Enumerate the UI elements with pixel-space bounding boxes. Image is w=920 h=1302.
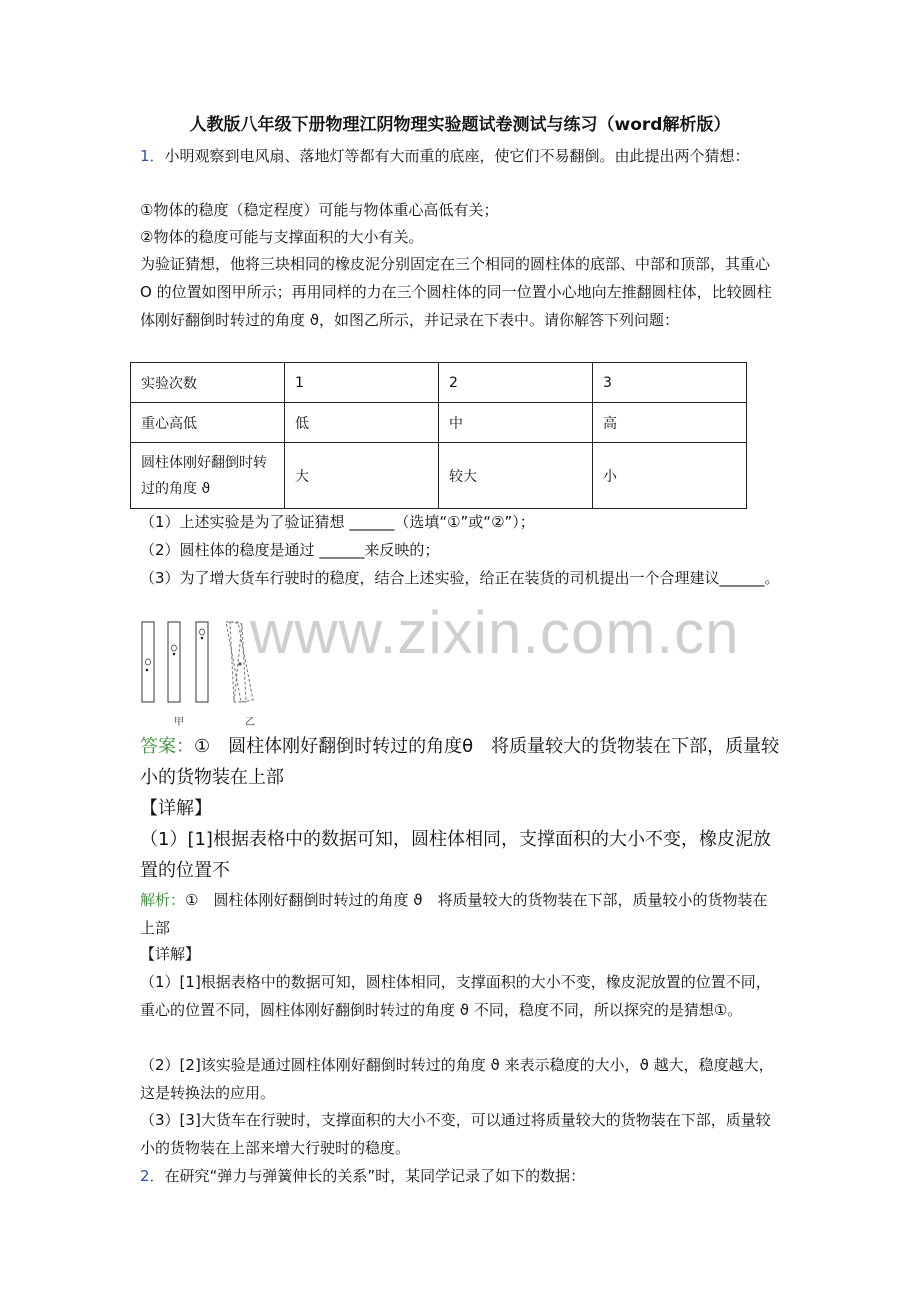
table-cell: 大 <box>285 443 439 509</box>
table-cell: 1 <box>285 363 439 403</box>
question-number: 1． <box>140 147 165 165</box>
table-cell: 重心高低 <box>131 403 285 443</box>
detail-1: （1）[1]根据表格中的数据可知，圆柱体相同，支撑面积的大小不变，橡皮泥放置的位置不同，重心的位置不同，圆柱体刚好翻倒时转过的角度 ϑ 不同，稳度不同，所以探究的是猜想①。 <box>140 973 771 1019</box>
question-2-intro: 2．在研究“弹力与弹簧伸长的关系”时，某同学记录了如下的数据： <box>140 1167 586 1185</box>
table-cell: 圆柱体刚好翻倒时转过的角度 ϑ <box>131 443 285 509</box>
table-row <box>131 363 747 403</box>
method-text: 为验证猜想，他将三块相同的橡皮泥分别固定在三个相同的圆柱体的底部、中部和顶部，其重心 O 的位置如图甲所示；再用同样的力在三个圆柱体的同一位置小心地向左推翻圆柱体，比较圆柱体刚好翻倒时转过的角度 ϑ，如图乙所示，并记录在下表中。请你解答下列问题： <box>140 255 772 329</box>
question-number: 2． <box>140 1167 165 1185</box>
table-cell: 3 <box>593 363 747 403</box>
watermark: www.zixin.com.cn <box>250 599 740 666</box>
analysis-label: 解析： <box>140 891 186 909</box>
cylinder-1 <box>142 622 154 702</box>
table-cell: 较大 <box>439 443 593 509</box>
page-title: 人教版八年级下册物理江阴物理实验题试卷测试与练习（word解析版） <box>189 115 731 135</box>
analysis-text: ① 圆柱体刚好翻倒时转过的角度 ϑ 将质量较大的货物装在下部，质量较小的货物装在上部 <box>140 891 768 937</box>
tilted-cylinder <box>226 622 253 702</box>
table-cell: 2 <box>439 363 593 403</box>
guess-2: ②物体的稳度可能与支撑面积的大小有关。 <box>140 228 424 246</box>
table-row <box>131 403 747 443</box>
answer-text: ① 圆柱体刚好翻倒时转过的角度θ 将质量较大的货物装在下部，质量较小的货物装在上部 <box>140 736 780 788</box>
table-cell: 低 <box>285 403 439 443</box>
detail-heading-large: 【详解】 <box>140 798 212 819</box>
table-cell: 实验次数 <box>131 363 285 403</box>
table-cell: 小 <box>593 443 747 509</box>
figure-label-yi: 乙 <box>245 717 255 728</box>
answer-label: 答案： <box>140 736 194 757</box>
detail-heading: 【详解】 <box>140 945 201 963</box>
table-row <box>131 443 747 509</box>
guess-1: ①物体的稳度（稳定程度）可能与物体重心高低有关； <box>140 201 499 219</box>
experiment-table <box>130 362 747 509</box>
sub-question-2: （2）圆柱体的稳度是通过 ______来反映的； <box>140 541 440 559</box>
detail-2: （2）[2]该实验是通过圆柱体刚好翻倒时转过的角度 ϑ 来表示稳度的大小，ϑ 越大，稳度越大，这是转换法的应用。 <box>140 1056 774 1102</box>
cylinder-2 <box>168 622 180 702</box>
analysis-block <box>140 886 780 942</box>
cylinder-3 <box>196 622 208 702</box>
figure-label-jia: 甲 <box>174 717 184 728</box>
cylinder-figure <box>138 616 268 726</box>
table-cell: 高 <box>593 403 747 443</box>
question-1-intro: 1．小明观察到电风扇、落地灯等都有大而重的底座，使它们不易翻倒。由此提出两个猜想： <box>140 147 750 165</box>
detail-3: （3）[3]大货车在行驶时，支撑面积的大小不变，可以通过将质量较大的货物装在下部，质量较小的货物装在上部来增大行驶时的稳度。 <box>140 1111 771 1157</box>
table-cell: 中 <box>439 403 593 443</box>
sub-question-3: （3）为了增大货车行驶时的稳度，结合上述实验，给正在装货的司机提出一个合理建议______。 <box>140 569 780 587</box>
detail-text-large: （1）[1]根据表格中的数据可知，圆柱体相同，支撑面积的大小不变，橡皮泥放置的位置不 <box>140 829 771 881</box>
sub-question-1: （1）上述实验是为了验证猜想 ______（选填“①”或“②”）； <box>140 513 535 531</box>
answer-block <box>140 731 780 793</box>
